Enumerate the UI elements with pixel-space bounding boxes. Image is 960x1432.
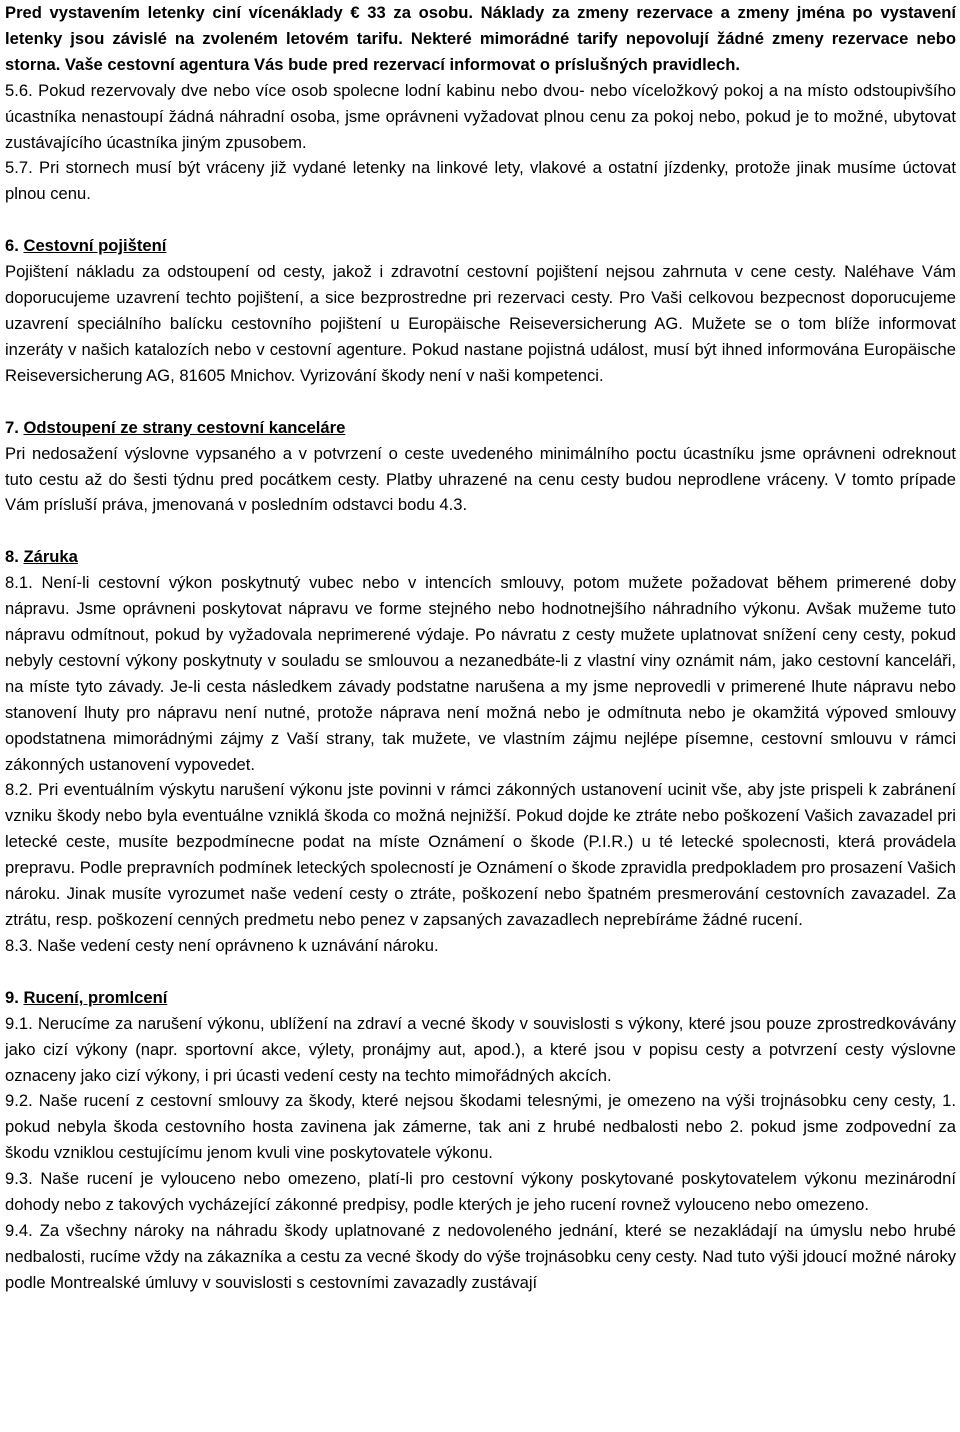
section-number: 9. [5,987,19,1007]
section-heading [5,415,956,441]
paragraph: 9.2. Naše rucení z cestovní smlouvy za škody, které nejsou škodami telesnými, je omezeno na výši trojnásobku ceny cesty, 1. pokud nebyla škoda cestovního hosta zavinena jak zámerne, tak ani z hrubé nedbalosti nebo 2. pokud jsme zodpovední za škodu vzniklou cestujícímu jenom kvuli vine poskytovatele výkonu. [5,1091,956,1163]
section-number: 6. [5,236,19,256]
section-number: 8. [5,547,19,567]
section-heading [5,233,956,259]
paragraph: 8.1. Není-li cestovní výkon poskytnutý vubec nebo v intencích smlouvy, potom mužete požadovat během primerené doby nápravu. Jsme oprávneni poskytovat nápravu ve forme stejného nebo hodnotnejšího náhradního výkonu. Avšak mužeme tuto nápravu odmítnout, pokud by vyžadovala neprimerené výdaje. Po návratu z cesty mužete uplatnovat snížení ceny cesty, pokud nebyly cestovní výkony poskytnuty v souladu se smlouvou a nezanedbáte-li z vlastní viny oznámit nám, jako cestovní kanceláři, na míste tyto závady. Je-li cesta následkem závady podstatne narušena a my jsme neprovedli v primerené lhute nápravu nebo stanovení lhuty pro nápravu není nutné, protože náprava není možná nebo je odmítnuta nebo je okamžitá výpoved smlouvy opodstatnena mimorádnými zájmy z Vaší strany, tak mužete, ve vlastním zájmu nejlépe písemne, cestovní smlouvu v rámci zákonných ustanovení vypovedet. [5,573,956,774]
paragraph: Pri nedosažení výslovne vypsaného a v potvrzení o ceste uvedeného minimálního poctu úcastníku jsme oprávneni odreknout tuto cestu až do šesti týdnu pred pocátkem cesty. Platby uhrazené na cenu cesty budou neprodlene vráceny. V tomto prípade Vám prísluší práva, jmenovaná v posledním odstavci bodu 4.3. [5,443,956,515]
paragraph: 9.4. Za všechny nároky na náhradu škody uplatnované z nedovoleného jednání, které se nezakládají na úmyslu nebo hrubé nedbalosti, rucíme vždy na zákazníka a cestu za vecné škody do výše trojnásobku ceny cesty. Nad tuto výši jdoucí možné nároky podle Montrealské úmluvy v souvislosti s cestovními zavazadly zustávají [5,1220,956,1292]
paragraph: 5.6. Pokud rezervovaly dve nebo více osob spolecne lodní kabinu nebo dvou- nebo víceložkový pokoj a na místo odstoupivšího úcastníka nenastoupí žádná náhradní osoba, jsme oprávneni vyžadovat plnou cenu za pokoj nebo, pokud je to možné, ubytovat zustávajícího úcastníka jiným zpusobem. [5,80,956,152]
paragraph: 8.3. Naše vedení cesty není oprávneno k uznávání nároku. [5,935,439,955]
section-gap [5,207,956,233]
paragraph: Pred vystavením letenky ciní vícenáklady € 33 za osobu. Náklady za zmeny rezervace a zmeny jména po vystavení letenky jsou závislé na zvoleném letovém tarifu. Nekteré mimorádné tarify nepovolují žádné zmeny rezervace nebo storna. Vaše cestovní agentura Vás bude pred rezervací informovat o príslušných pravidlech. [5,3,956,74]
section-title: Rucení, promlcení [23,987,168,1007]
section-gap [5,389,956,415]
section-gap [5,518,956,544]
section-title: Odstoupení ze strany cestovní kanceláre [23,417,346,437]
section-heading [5,985,956,1011]
paragraph: 9.1. Nerucíme za narušení výkonu, ublížení na zdraví a vecné škody v souvislosti s výkony, které jsou pouze zprostredkovávány jako cizí výkony (napr. sportovní akce, výlety, pronájmy aut, apod.), a které jsou v popisu cesty a potvrzení cesty výslovne oznaceny jako cizí výkony, i pri úcasti vedení cesty na techto mimořádných akcích. [5,1013,956,1085]
section-heading [5,544,956,570]
paragraph: Pojištení nákladu za odstoupení od cesty, jakož i zdravotní cestovní pojištení nejsou zahrnuta v cene cesty. Naléhave Vám doporucujeme uzavrení techto pojištení, a sice bezprostredne pri rezervaci cesty. Pro Vaši celkovou bezpecnost doporucujeme uzavrení speciálního balícku cestovního pojištení u Europäische Reiseversicherung AG. Mužete se o tom blíže informovat inzeráty v našich katalozích nebo v cestovní agenture. Pokud nastane pojistná událost, musí být ihned informována Europäische Reiseversicherung AG, 81605 Mnichov. Vyrizování škody není v naši kompetenci. [5,262,956,385]
section-number: 7. [5,417,19,437]
paragraph: 9.3. Naše rucení je vylouceno nebo omezeno, platí-li pro cestovní výkony poskytované poskytovatelem výkonu mezinárodní dohody nebo z takových vycházející zákonné predpisy, podle kterých je jeho rucení rovnež vylouceno nebo omezeno. [5,1169,956,1215]
paragraph: 5.7. Pri stornech musí být vráceny již vydané letenky na linkové lety, vlakové a ostatní jízdenky, protože jinak musíme úctovat plnou cenu. [5,158,956,204]
section-title: Záruka [23,547,78,567]
paragraph: 8.2. Pri eventuálním výskytu narušení výkonu jste povinni v rámci zákonných ustanovení ucinit vše, aby jste prispeli k zabránení vzniku škody nebo byla eventuálne vzniklá škoda co možná nejnižší. Pokud dojde ke ztráte nebo poškození Vašich zavazadel pri letecké ceste, musíte bezpodmínecne podat na míste Oznámení o škode (P.I.R.) u té letecké spolecnosti, která provádela prepravu. Podle prepravních podmínek leteckých spolecností je Oznámení o škode zpravidla predpokladem pro prosazení Vašich nároku. Jinak musíte vyrozumet naše vedení cesty o ztráte, poškození nebo špatném presmerování cestovních zavazadel. Za ztrátu, resp. poškození cenných predmetu nebo penez v zapsaných zavazadlech neprebíráme žádné rucení. [5,780,956,929]
section-gap [5,959,956,985]
section-title: Cestovní pojištení [23,236,167,256]
